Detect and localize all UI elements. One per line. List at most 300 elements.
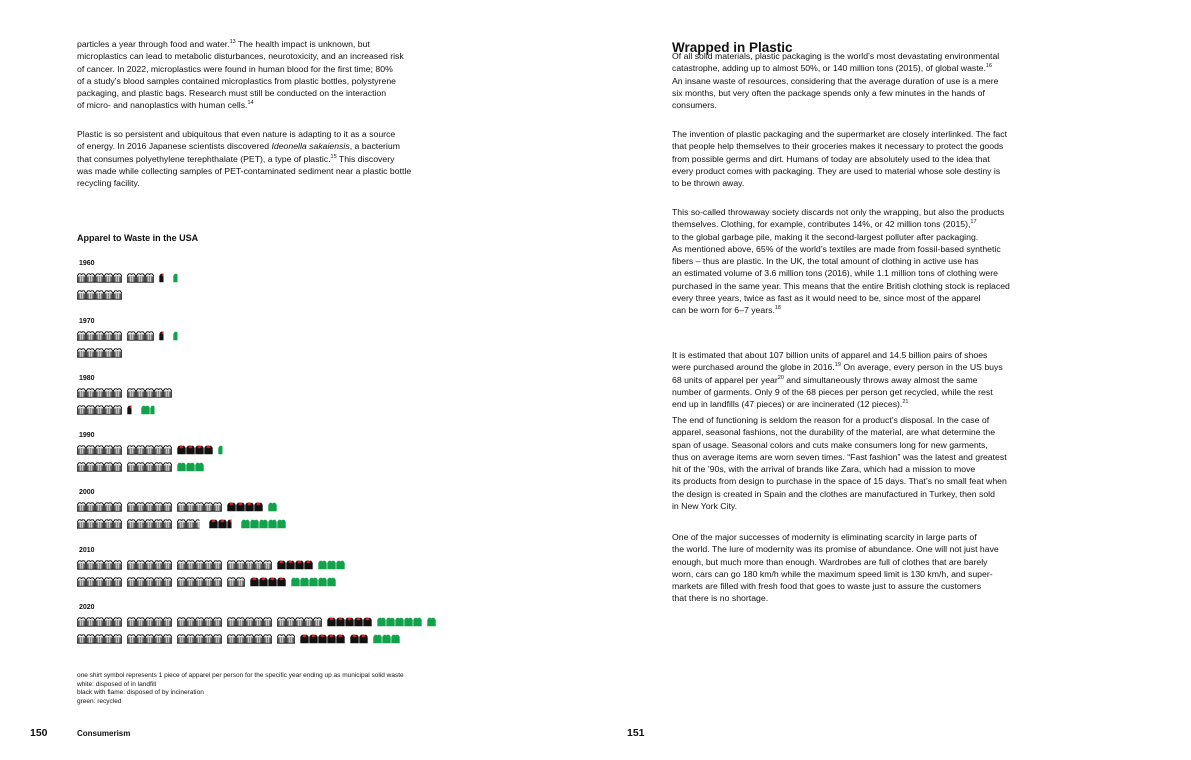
recycled-shirt-icon bbox=[259, 518, 268, 530]
paragraph-plastic-packaging bbox=[672, 50, 999, 111]
landfill-shirt-icon bbox=[227, 576, 236, 588]
footnote-marker[interactable]: 13 bbox=[229, 39, 236, 45]
landfill-shirt-icon bbox=[86, 518, 95, 530]
landfill-shirt-icon bbox=[113, 559, 122, 571]
landfill-shirt-icon bbox=[127, 576, 136, 588]
incinerated-shirt-icon bbox=[127, 404, 136, 416]
incinerated-shirt-icon bbox=[177, 444, 186, 456]
pictogram-row bbox=[77, 443, 232, 456]
year-label: 2020 bbox=[79, 604, 95, 611]
incinerated-shirt-icon bbox=[350, 633, 359, 645]
text-line bbox=[672, 414, 1007, 426]
paragraph-throwaway-society bbox=[672, 206, 1010, 317]
landfill-shirt-icon bbox=[295, 616, 304, 628]
landfill-shirt-icon bbox=[263, 633, 272, 645]
landfill-shirt-icon bbox=[86, 633, 95, 645]
paragraph-microplastics bbox=[77, 38, 404, 112]
text-line bbox=[672, 556, 999, 568]
landfill-shirt-group bbox=[77, 518, 122, 530]
landfill-shirt-icon bbox=[104, 616, 113, 628]
landfill-shirt-icon bbox=[145, 501, 154, 513]
landfill-shirt-group bbox=[127, 330, 154, 342]
landfill-shirt-icon bbox=[177, 616, 186, 628]
landfill-shirt-icon bbox=[86, 387, 95, 399]
recycled-shirt-icon bbox=[173, 330, 182, 342]
landfill-shirt-icon bbox=[86, 289, 95, 301]
landfill-shirt-group bbox=[227, 559, 272, 571]
pictogram-row bbox=[77, 558, 350, 571]
recycled-shirt-group bbox=[218, 444, 227, 456]
text-line bbox=[672, 153, 1007, 165]
landfill-shirt-icon bbox=[113, 330, 122, 342]
text-line bbox=[672, 374, 1003, 386]
incinerated-shirt-icon bbox=[277, 559, 286, 571]
landfill-shirt-group bbox=[227, 633, 272, 645]
landfill-shirt-icon bbox=[204, 633, 213, 645]
landfill-shirt-icon bbox=[163, 576, 172, 588]
landfill-shirt-icon bbox=[254, 559, 263, 571]
text-line bbox=[672, 206, 1010, 218]
line-text: Of all solid materials, plastic packaging is the world’s most devastating environmental bbox=[672, 51, 1000, 61]
legend-line-incineration: black with flame: disposed of by incineration bbox=[77, 689, 204, 697]
landfill-shirt-icon bbox=[213, 576, 222, 588]
recycled-shirt-group bbox=[173, 272, 182, 284]
incinerated-shirt-group bbox=[159, 272, 168, 284]
text-line bbox=[672, 231, 1010, 243]
page-number-left: 150 bbox=[30, 727, 48, 739]
recycled-shirt-icon bbox=[291, 576, 300, 588]
landfill-shirt-group bbox=[177, 576, 222, 588]
text-line bbox=[672, 177, 1007, 189]
text-line bbox=[77, 99, 404, 111]
incinerated-shirt-icon bbox=[209, 518, 218, 530]
text-line bbox=[672, 218, 1010, 230]
landfill-shirt-icon bbox=[245, 633, 254, 645]
pictogram-row bbox=[77, 329, 187, 342]
legend-line-description: one shirt symbol represents 1 piece of apparel per person for the specific year ending up as municipal solid waste bbox=[77, 672, 404, 679]
landfill-shirt-group bbox=[77, 559, 122, 571]
text-line bbox=[672, 439, 1007, 451]
landfill-shirt-icon bbox=[77, 444, 86, 456]
recycled-shirt-group bbox=[318, 559, 345, 571]
landfill-shirt-icon bbox=[113, 501, 122, 513]
incinerated-shirt-group bbox=[177, 444, 213, 456]
landfill-shirt-group bbox=[177, 633, 222, 645]
landfill-shirt-icon bbox=[95, 559, 104, 571]
line-text: enough, but much more than enough. Wardrobes are full of clothes that are barely bbox=[672, 556, 988, 567]
pictogram-row bbox=[77, 403, 164, 416]
text-line bbox=[672, 568, 999, 580]
landfill-shirt-group bbox=[77, 461, 122, 473]
recycled-shirt-group bbox=[373, 633, 400, 645]
line-text: fibers – thus are plastic. In the UK, the total amount of clothing in active use has bbox=[672, 256, 979, 267]
landfill-shirt-icon bbox=[186, 559, 195, 571]
text-line bbox=[672, 50, 999, 62]
landfill-shirt-icon bbox=[77, 576, 86, 588]
line-text: span of usage. Seasonal colors and cuts make consumers long for new garments, bbox=[672, 439, 988, 450]
landfill-shirt-icon bbox=[154, 387, 163, 399]
landfill-shirt-group bbox=[127, 616, 172, 628]
line-text: markets are filled with fresh food that goes to waste just to assure the customers bbox=[672, 581, 982, 592]
text-line bbox=[672, 500, 1007, 512]
text-line bbox=[672, 87, 999, 99]
text-line bbox=[672, 349, 1003, 361]
landfill-shirt-icon bbox=[154, 501, 163, 513]
incinerated-shirt-group bbox=[209, 518, 236, 530]
recycled-shirt-icon bbox=[241, 518, 250, 530]
landfill-shirt-icon bbox=[104, 387, 113, 399]
text-line bbox=[77, 153, 411, 165]
line-text: 68 units of apparel per year bbox=[672, 374, 778, 385]
landfill-shirt-icon bbox=[154, 576, 163, 588]
line-text: apparel, seasonal fashions, not the durability of the material, are what determine the bbox=[672, 427, 996, 438]
paragraph-supermarket bbox=[672, 128, 1007, 189]
landfill-shirt-icon bbox=[77, 461, 86, 473]
landfill-shirt-icon bbox=[177, 518, 186, 530]
text-line bbox=[672, 304, 1010, 316]
text-line bbox=[672, 292, 1010, 304]
landfill-shirt-icon bbox=[154, 633, 163, 645]
landfill-shirt-icon bbox=[86, 404, 95, 416]
landfill-shirt-icon bbox=[163, 633, 172, 645]
line-text: that there is no shortage. bbox=[672, 593, 769, 604]
line-text-continued: , a bacterium bbox=[349, 141, 400, 152]
incinerated-shirt-icon bbox=[345, 616, 354, 628]
landfill-shirt-group bbox=[77, 347, 122, 359]
landfill-shirt-icon bbox=[213, 501, 222, 513]
line-text: of cancer. In 2022, microplastics were found in human blood for the first time; 80% bbox=[77, 63, 393, 74]
text-line bbox=[77, 75, 404, 87]
recycled-shirt-icon bbox=[268, 518, 277, 530]
line-text: packaging, and plastic bags. Research must still be conducted on the interaction bbox=[77, 88, 387, 99]
landfill-shirt-icon bbox=[86, 461, 95, 473]
landfill-shirt-group bbox=[177, 518, 204, 530]
incinerated-shirt-icon bbox=[336, 633, 345, 645]
landfill-shirt-icon bbox=[95, 616, 104, 628]
recycled-shirt-group bbox=[173, 330, 182, 342]
text-line bbox=[672, 580, 999, 592]
landfill-shirt-icon bbox=[127, 518, 136, 530]
landfill-shirt-icon bbox=[154, 444, 163, 456]
line-text: It is estimated that about 107 billion units of apparel and 14.5 billion pairs of shoes bbox=[672, 350, 988, 360]
landfill-shirt-icon bbox=[77, 633, 86, 645]
landfill-shirt-group bbox=[127, 461, 172, 473]
landfill-shirt-icon bbox=[136, 518, 145, 530]
line-text: recycling facility. bbox=[77, 178, 140, 189]
landfill-shirt-icon bbox=[77, 404, 86, 416]
line-text: every three years, twice as fast as it would need to be, since most of the apparel bbox=[672, 293, 981, 304]
landfill-shirt-icon bbox=[136, 444, 145, 456]
landfill-shirt-icon bbox=[113, 616, 122, 628]
species-name: Ideonella sakaiensis bbox=[271, 141, 350, 152]
landfill-shirt-group bbox=[77, 501, 122, 513]
recycled-shirt-icon bbox=[177, 461, 186, 473]
landfill-shirt-icon bbox=[145, 461, 154, 473]
landfill-shirt-icon bbox=[163, 444, 172, 456]
line-text: six months, but very often the package spends only a few minutes in the hands of bbox=[672, 87, 985, 98]
landfill-shirt-group bbox=[177, 501, 222, 513]
incinerated-shirt-icon bbox=[318, 633, 327, 645]
landfill-shirt-group bbox=[77, 616, 122, 628]
recycled-shirt-group bbox=[241, 518, 286, 530]
text-line bbox=[672, 255, 1010, 267]
incinerated-shirt-icon bbox=[195, 444, 204, 456]
landfill-shirt-icon bbox=[245, 616, 254, 628]
landfill-shirt-group bbox=[77, 387, 122, 399]
landfill-shirt-icon bbox=[177, 501, 186, 513]
incinerated-shirt-icon bbox=[327, 616, 336, 628]
landfill-shirt-icon bbox=[145, 444, 154, 456]
pictogram-row bbox=[77, 575, 341, 588]
text-line bbox=[672, 488, 1007, 500]
incinerated-shirt-group bbox=[277, 559, 313, 571]
landfill-shirt-icon bbox=[145, 272, 154, 284]
landfill-shirt-icon bbox=[95, 387, 104, 399]
footnote-marker[interactable]: 19 bbox=[834, 362, 841, 369]
recycled-shirt-icon bbox=[373, 633, 382, 645]
landfill-shirt-icon bbox=[154, 559, 163, 571]
line-text: As mentioned above, 65% of the world’s textiles are made from fossil-based synthetic bbox=[672, 243, 1001, 254]
landfill-shirt-icon bbox=[163, 501, 172, 513]
landfill-shirt-group bbox=[77, 272, 122, 284]
text-line bbox=[672, 267, 1010, 279]
landfill-shirt-icon bbox=[136, 559, 145, 571]
landfill-shirt-group bbox=[177, 616, 222, 628]
footnote-marker[interactable]: 17 bbox=[970, 219, 977, 226]
landfill-shirt-icon bbox=[77, 387, 86, 399]
recycled-shirt-icon bbox=[150, 404, 159, 416]
landfill-shirt-icon bbox=[77, 330, 86, 342]
landfill-shirt-icon bbox=[86, 576, 95, 588]
pictogram-row bbox=[77, 271, 187, 284]
incinerated-shirt-icon bbox=[359, 633, 368, 645]
text-line bbox=[672, 165, 1007, 177]
line-text: One of the major successes of modernity is eliminating scarcity in large parts of bbox=[672, 532, 977, 542]
text-line bbox=[77, 63, 404, 75]
landfill-shirt-group bbox=[127, 633, 172, 645]
footnote-marker[interactable]: 21 bbox=[902, 399, 909, 406]
line-text: an estimated volume of 3.6 million tons (2016), while 1.1 million tons of clothing were bbox=[672, 268, 998, 279]
incinerated-shirt-icon bbox=[159, 330, 168, 342]
landfill-shirt-icon bbox=[227, 633, 236, 645]
landfill-shirt-icon bbox=[104, 576, 113, 588]
line-text: consumers. bbox=[672, 100, 717, 111]
text-line bbox=[77, 50, 404, 62]
landfill-shirt-icon bbox=[145, 576, 154, 588]
landfill-shirt-icon bbox=[104, 330, 113, 342]
landfill-shirt-icon bbox=[313, 616, 322, 628]
text-line bbox=[77, 38, 404, 50]
landfill-shirt-group bbox=[227, 576, 245, 588]
landfill-shirt-group bbox=[127, 387, 172, 399]
text-line bbox=[672, 463, 1007, 475]
paragraph-fast-fashion bbox=[672, 414, 1007, 512]
text-line bbox=[77, 165, 411, 177]
landfill-shirt-icon bbox=[77, 518, 86, 530]
line-text: of micro- and nanoplastics with human cells. bbox=[77, 100, 248, 111]
landfill-shirt-icon bbox=[104, 461, 113, 473]
text-line bbox=[77, 140, 411, 152]
text-line bbox=[77, 128, 411, 140]
landfill-shirt-icon bbox=[186, 518, 195, 530]
footnote-marker[interactable]: 14 bbox=[247, 100, 254, 107]
year-label: 1990 bbox=[79, 432, 95, 439]
landfill-shirt-icon bbox=[277, 633, 286, 645]
footnote-marker[interactable]: 16 bbox=[985, 63, 993, 70]
line-text: catastrophe, adding up to almost 50%, or 140 million tons (2015), of global waste. bbox=[672, 63, 986, 74]
landfill-shirt-icon bbox=[77, 559, 86, 571]
landfill-shirt-icon bbox=[113, 387, 122, 399]
line-text: can be worn for 6–7 years. bbox=[672, 305, 775, 316]
line-text: themselves. Clothing, for example, contributes 14%, or 42 million tons (2015), bbox=[672, 219, 971, 230]
recycled-shirt-icon bbox=[318, 559, 327, 571]
year-label: 1970 bbox=[79, 318, 95, 325]
landfill-shirt-icon bbox=[163, 559, 172, 571]
landfill-shirt-icon bbox=[113, 518, 122, 530]
recycled-shirt-icon bbox=[391, 633, 400, 645]
landfill-shirt-group bbox=[77, 330, 122, 342]
landfill-shirt-icon bbox=[195, 501, 204, 513]
landfill-shirt-icon bbox=[304, 616, 313, 628]
landfill-shirt-icon bbox=[77, 347, 86, 359]
incinerated-shirt-group bbox=[159, 330, 168, 342]
line-text: of a study’s blood samples contained microplastics from plastic bottles, polystyrene bbox=[77, 75, 397, 86]
landfill-shirt-icon bbox=[127, 387, 136, 399]
page-title: Wrapped in Plastic bbox=[672, 40, 793, 55]
text-line bbox=[77, 177, 411, 189]
line-text-continued: On average, every person in the US buys bbox=[840, 362, 1003, 373]
chart-title: Apparel to Waste in the USA bbox=[77, 233, 199, 243]
landfill-shirt-icon bbox=[95, 518, 104, 530]
landfill-shirt-group bbox=[77, 633, 122, 645]
landfill-shirt-icon bbox=[86, 501, 95, 513]
incinerated-shirt-icon bbox=[254, 501, 263, 513]
line-text: in New York City. bbox=[672, 501, 738, 512]
landfill-shirt-icon bbox=[127, 559, 136, 571]
landfill-shirt-icon bbox=[104, 501, 113, 513]
recycled-shirt-icon bbox=[413, 616, 422, 628]
pictogram-row bbox=[77, 386, 177, 399]
landfill-shirt-icon bbox=[127, 616, 136, 628]
recycled-shirt-icon bbox=[377, 616, 386, 628]
text-line bbox=[672, 451, 1007, 463]
pictogram-row bbox=[77, 500, 282, 513]
landfill-shirt-icon bbox=[145, 616, 154, 628]
landfill-shirt-icon bbox=[213, 633, 222, 645]
landfill-shirt-icon bbox=[245, 559, 254, 571]
text-line bbox=[672, 128, 1007, 140]
landfill-shirt-icon bbox=[95, 404, 104, 416]
incinerated-shirt-icon bbox=[236, 501, 245, 513]
landfill-shirt-icon bbox=[145, 387, 154, 399]
landfill-shirt-icon bbox=[154, 616, 163, 628]
recycled-shirt-group bbox=[291, 576, 336, 588]
incinerated-shirt-icon bbox=[286, 559, 295, 571]
right-page bbox=[595, 0, 1191, 760]
landfill-shirt-icon bbox=[163, 518, 172, 530]
landfill-shirt-icon bbox=[104, 272, 113, 284]
recycled-shirt-icon bbox=[327, 576, 336, 588]
landfill-shirt-icon bbox=[204, 501, 213, 513]
line-text: of energy. In 2016 Japanese scientists discovered bbox=[77, 141, 272, 152]
text-line bbox=[672, 475, 1007, 487]
landfill-shirt-icon bbox=[95, 289, 104, 301]
landfill-shirt-icon bbox=[95, 444, 104, 456]
line-text: was made while collecting samples of PET-contaminated sediment near a plastic bottle bbox=[77, 165, 412, 176]
text-line bbox=[672, 243, 1010, 255]
landfill-shirt-icon bbox=[254, 616, 263, 628]
landfill-shirt-icon bbox=[213, 616, 222, 628]
line-text: microplastics can lead to metabolic disturbances, neurotoxicity, and an increased risk bbox=[77, 51, 404, 62]
year-label: 2000 bbox=[79, 489, 95, 496]
incinerated-shirt-group bbox=[327, 616, 372, 628]
landfill-shirt-group bbox=[227, 616, 272, 628]
recycled-shirt-icon bbox=[268, 501, 277, 513]
text-line bbox=[672, 543, 999, 555]
text-line bbox=[672, 592, 999, 604]
recycled-shirt-group bbox=[177, 461, 204, 473]
line-text: from possible germs and dirt. Humans of today are absolutely used to the idea that bbox=[672, 153, 990, 164]
line-text: This so-called throwaway society discards not only the wrapping, but also the products bbox=[672, 207, 1005, 217]
pictogram-row bbox=[77, 460, 209, 473]
landfill-shirt-group bbox=[127, 501, 172, 513]
text-line bbox=[672, 140, 1007, 152]
landfill-shirt-icon bbox=[104, 518, 113, 530]
landfill-shirt-icon bbox=[104, 289, 113, 301]
line-text: to the global garbage pile, making it the second-largest polluter after packaging. bbox=[672, 231, 979, 242]
line-text: the world. The lure of modernity was its promise of abundance. One will not just have bbox=[672, 544, 999, 555]
incinerated-shirt-icon bbox=[186, 444, 195, 456]
recycled-shirt-icon bbox=[277, 518, 286, 530]
paragraph-abundance bbox=[672, 531, 999, 605]
recycled-shirt-icon bbox=[300, 576, 309, 588]
landfill-shirt-icon bbox=[86, 559, 95, 571]
recycled-shirt-icon bbox=[218, 444, 227, 456]
year-label: 1960 bbox=[79, 260, 95, 267]
landfill-shirt-icon bbox=[127, 444, 136, 456]
left-page bbox=[0, 0, 595, 760]
landfill-shirt-icon bbox=[95, 576, 104, 588]
line-text: its products from design to purchase in the space of 15 days. That’s no small feat when bbox=[672, 476, 1007, 487]
incinerated-shirt-icon bbox=[309, 633, 318, 645]
line-text: to be thrown away. bbox=[672, 178, 745, 189]
incinerated-shirt-icon bbox=[304, 559, 313, 571]
incinerated-shirt-icon bbox=[277, 576, 286, 588]
footnote-marker[interactable]: 20 bbox=[777, 374, 784, 381]
landfill-shirt-group bbox=[277, 633, 295, 645]
recycled-shirt-icon bbox=[327, 559, 336, 571]
pictogram-row bbox=[77, 346, 127, 359]
page-number-right: 151 bbox=[627, 727, 645, 739]
landfill-shirt-icon bbox=[195, 576, 204, 588]
landfill-shirt-icon bbox=[136, 461, 145, 473]
footnote-marker[interactable]: 15 bbox=[330, 153, 337, 160]
text-line bbox=[672, 280, 1010, 292]
landfill-shirt-icon bbox=[236, 616, 245, 628]
pictogram-row bbox=[77, 632, 405, 645]
landfill-shirt-icon bbox=[86, 272, 95, 284]
landfill-shirt-icon bbox=[95, 461, 104, 473]
landfill-shirt-icon bbox=[213, 559, 222, 571]
landfill-shirt-icon bbox=[236, 633, 245, 645]
line-text-continued: The health impact is unknown, but bbox=[235, 39, 370, 49]
landfill-shirt-icon bbox=[104, 559, 113, 571]
recycled-shirt-icon bbox=[309, 576, 318, 588]
landfill-shirt-icon bbox=[263, 559, 272, 571]
incinerated-shirt-icon bbox=[336, 616, 345, 628]
incinerated-shirt-icon bbox=[204, 444, 213, 456]
footnote-marker[interactable]: 18 bbox=[774, 305, 781, 312]
